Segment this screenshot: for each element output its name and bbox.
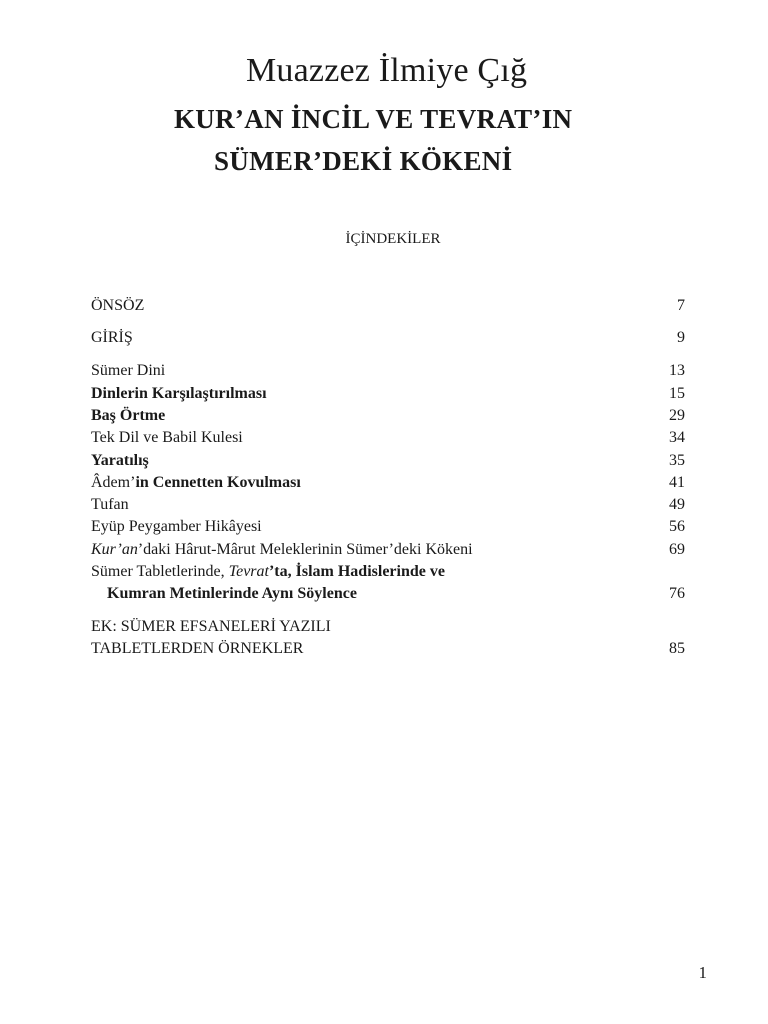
toc-entry-page: 49 (669, 496, 685, 513)
toc-entry-page: 9 (677, 329, 685, 346)
toc-entry-label: TABLETLERDEN ÖRNEKLER (91, 640, 304, 657)
toc-entry-page: 34 (669, 429, 685, 446)
toc-entry-label: Yaratılış (91, 452, 149, 469)
toc-entry-label (91, 540, 473, 560)
toc-entry-label: ÖNSÖZ (91, 297, 145, 314)
book-title-line-1: KUR’AN İNCİL VE TEVRAT’IN (174, 104, 573, 134)
toc-entry-label (91, 562, 445, 582)
toc-entry-page: 85 (669, 640, 685, 657)
toc-entry-label-part: in Cennetten Kovulması (135, 474, 301, 491)
toc-entry-page: 7 (677, 297, 685, 314)
book-title-line-2: SÜMER’DEKİ KÖKENİ (214, 146, 513, 176)
toc-entry-page: 69 (669, 541, 685, 558)
toc-entry-page: 76 (669, 585, 685, 602)
toc-entry-page: 35 (669, 452, 685, 469)
toc-entry-label-part: Âdem’ (91, 474, 136, 491)
toc-entry-label-part: Sümer Tabletlerinde, (91, 563, 229, 580)
toc-entry-page: 29 (669, 407, 685, 424)
toc-entry-label: Sümer Dini (91, 362, 166, 379)
toc-entry-label-part: Tevrat (228, 563, 269, 580)
page-number: 1 (698, 963, 707, 982)
toc-entry-label: EK: SÜMER EFSANELERİ YAZILI (91, 618, 331, 635)
toc-entry-page: 56 (669, 518, 685, 535)
author-name: Muazzez İlmiye Çığ (246, 52, 528, 89)
toc-entry-label: Dinlerin Karşılaştırılması (91, 385, 267, 402)
toc-entry-label: Eyüp Peygamber Hikâyesi (91, 518, 262, 535)
toc-entry-page: 15 (669, 385, 685, 402)
toc-entry-page: 41 (669, 474, 685, 491)
toc-entry-label (91, 473, 301, 493)
toc-entry-label: Tek Dil ve Babil Kulesi (91, 429, 243, 446)
toc-entry-label: Kumran Metinlerinde Aynı Söylence (107, 585, 357, 602)
toc-entry-label: Tufan (91, 496, 129, 513)
toc-entry-label-part: Kur’an (91, 541, 138, 558)
toc-entry-label: GİRİŞ (91, 329, 133, 346)
toc-entry-page: 13 (669, 362, 685, 379)
toc-heading: İÇİNDEKİLER (345, 231, 441, 247)
toc-entry-label-part: ’daki Hârut-Mârut Meleklerinin Sümer’deki Kökeni (137, 541, 473, 558)
toc-entry-label-part: ’ta, İslam Hadislerinde ve (268, 563, 445, 580)
toc-entry-label: Baş Örtme (91, 407, 166, 424)
